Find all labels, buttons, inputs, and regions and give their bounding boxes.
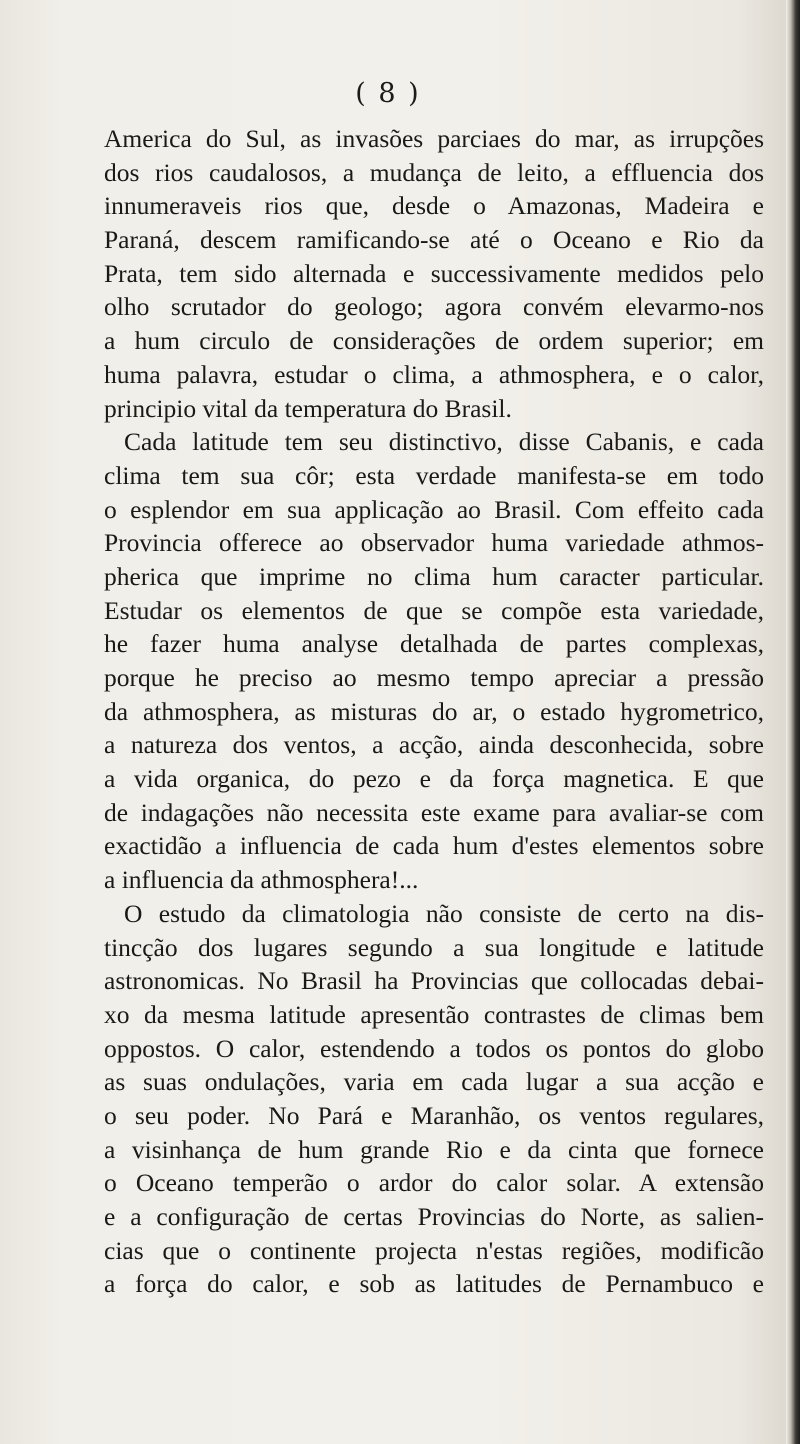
text-line: olho scrutador do geologo; agora convém elevarmo-nos	[104, 292, 764, 322]
paragraph-end-line: a influencia da athmosphera!...	[104, 865, 419, 895]
page-number: ( 8 )	[355, 78, 421, 109]
text-line: he fazer huma analyse detalhada de partes complexas,	[104, 629, 764, 659]
text-line: o Oceano temperão o ardor do calor solar. A extensão	[104, 1168, 764, 1198]
text-line: o seu poder. No Pará e Maranhão, os ventos regulares,	[104, 1100, 764, 1130]
text-line: porque he preciso ao mesmo tempo apreciar a pressão	[104, 663, 764, 692]
text-line: e a configuração de certas Provincias do Norte, as salien-	[104, 1202, 764, 1231]
text-line: a natureza dos ventos, a acção, ainda desconhecida, sobre	[104, 730, 764, 760]
text-line: da athmosphera, as misturas do ar, o estado hygrometrico,	[104, 696, 764, 726]
text-line: Prata, tem sido alternada e successivamente medidos pelo	[104, 258, 764, 288]
paragraph-first-line: Cada latitude tem seu distinctivo, disse Cabanis, e cada	[124, 427, 764, 457]
text-line: dos rios caudalosos, a mudança de leito, a effluencia dos	[104, 157, 764, 187]
text-line: o esplendor em sua applicação ao Brasil. Com effeito cada	[104, 494, 764, 524]
text-line: tincção dos lugares segundo a sua longitude e latitude	[104, 932, 764, 962]
text-line: oppostos. O calor, estendendo a todos os pontos do globo	[104, 1033, 764, 1063]
body-text	[104, 122, 764, 1301]
text-line: exactidão a influencia de cada hum d'estes elementos sobre	[104, 831, 764, 861]
text-line: innumeraveis rios que, desde o Amazonas, Madeira e	[104, 191, 764, 221]
paragraph-first-line: O estudo da climatologia não consiste de certo na dis-	[124, 898, 764, 928]
text-line: clima tem sua côr; esta verdade manifesta-se em todo	[104, 460, 764, 490]
text-line: as suas ondulações, varia em cada lugar a sua acção e	[104, 1067, 764, 1097]
text-line: astronomicas. No Brasil ha Provincias que collocadas debai-	[104, 966, 764, 996]
text-line: huma palavra, estudar o clima, a athmosphera, e o calor,	[104, 359, 764, 389]
text-line: pherica que imprime no clima hum caracter particular.	[104, 561, 764, 591]
paragraph-end-line: principio vital da temperatura do Brasil.	[104, 393, 512, 423]
text-line: America do Sul, as invasões parciaes do mar, as irrupções	[104, 124, 764, 153]
text-line: de indagações não necessita este exame para avaliar-se com	[104, 797, 764, 827]
text-line: Estudar os elementos de que se compõe esta variedade,	[104, 595, 764, 625]
text-line: xo da mesma latitude apresentão contrastes de climas bem	[104, 999, 764, 1029]
text-line: a vida organica, do pezo e da força magnetica. E que	[104, 764, 764, 794]
text-line: a hum circulo de considerações de ordem superior; em	[104, 326, 764, 356]
text-line: Paraná, descem ramificando-se até o Oceano e Rio da	[104, 225, 764, 255]
text-line: Provincia offerece ao observador huma variedade athmos-	[104, 528, 764, 558]
page-edge-shadow	[786, 0, 800, 1444]
text-line: a força do calor, e sob as latitudes de Pernambuco e	[104, 1269, 764, 1299]
text-line: cias que o continente projecta n'estas regiões, modificão	[104, 1235, 764, 1265]
text-line: a visinhança de hum grande Rio e da cinta que fornece	[104, 1134, 764, 1164]
